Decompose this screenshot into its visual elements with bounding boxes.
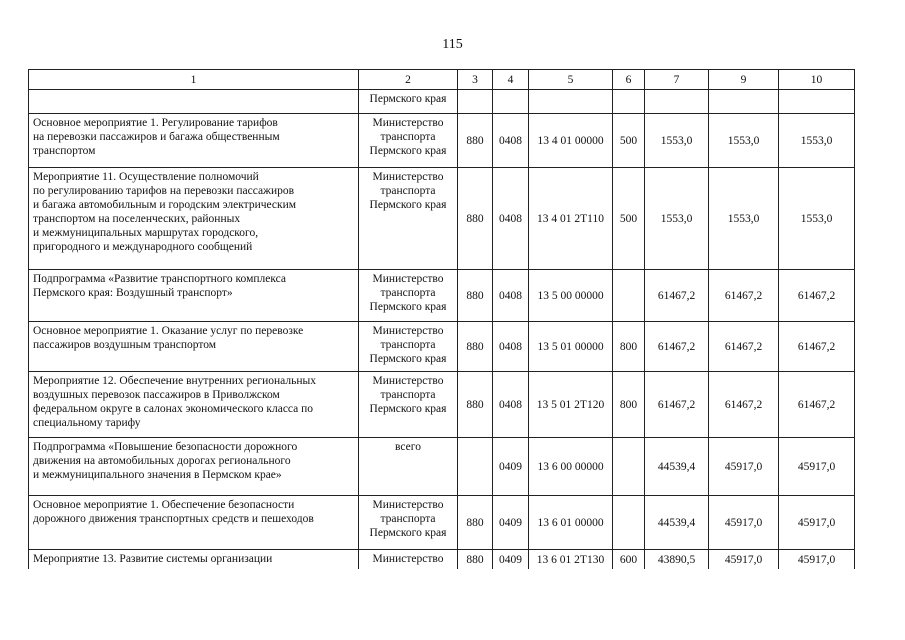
row-value	[493, 90, 529, 114]
row-value: 61467,2	[645, 372, 709, 438]
table-row	[29, 550, 855, 570]
row-value	[613, 90, 645, 114]
row-value	[529, 90, 613, 114]
page-number: 115	[442, 37, 463, 52]
header-row	[29, 70, 855, 90]
row-value: 44539,4	[645, 496, 709, 550]
row-value: 1553,0	[645, 114, 709, 168]
table-row	[29, 270, 855, 322]
row-value: 800	[613, 322, 645, 372]
row-value	[613, 438, 645, 496]
row-value: 0408	[493, 372, 529, 438]
row-value	[645, 90, 709, 114]
row-value: 0409	[493, 496, 529, 550]
row-value: 13 5 01 00000	[529, 322, 613, 372]
row-value: 13 6 01 2Т130	[529, 550, 613, 570]
row-value: 0408	[493, 168, 529, 270]
column-header: 5	[529, 70, 613, 90]
row-value: 13 6 01 00000	[529, 496, 613, 550]
row-value: 800	[613, 372, 645, 438]
column-header: 1	[29, 70, 359, 90]
row-executor: Министерство	[359, 550, 458, 570]
row-value: 13 4 01 00000	[529, 114, 613, 168]
row-value: 61467,2	[779, 372, 855, 438]
row-name: Мероприятие 11. Осуществление полномочий по регулированию тарифов на перевозки пассажиров и багажа автомобильным и городским электрическим транспортом на поселенческих, районных и межмуниципальных маршрутах городского, пригородного и международного сообщений	[29, 168, 359, 270]
row-name: Мероприятие 13. Развитие системы организации	[29, 550, 359, 570]
row-value: 1553,0	[709, 168, 779, 270]
row-value: 0409	[493, 550, 529, 570]
row-value: 1553,0	[779, 114, 855, 168]
column-header: 2	[359, 70, 458, 90]
row-value: 0408	[493, 270, 529, 322]
row-value	[613, 496, 645, 550]
row-value: 45917,0	[709, 550, 779, 570]
row-executor: Министерство транспорта Пермского края	[359, 114, 458, 168]
table-row	[29, 496, 855, 550]
row-executor: Министерство транспорта Пермского края	[359, 322, 458, 372]
row-value: 880	[458, 322, 493, 372]
row-value	[709, 90, 779, 114]
row-value: 1553,0	[709, 114, 779, 168]
row-value	[779, 90, 855, 114]
row-name: Основное мероприятие 1. Регулирование тарифов на перевозки пассажиров и багажа общественным транспортом	[29, 114, 359, 168]
row-value: 880	[458, 372, 493, 438]
row-name: Мероприятие 12. Обеспечение внутренних региональных воздушных перевозок пассажиров в Приволжском федеральном округе в салонах экономического класса по специальному тарифу	[29, 372, 359, 438]
table-row	[29, 322, 855, 372]
row-value: 13 6 00 00000	[529, 438, 613, 496]
table-row	[29, 168, 855, 270]
row-value: 1553,0	[779, 168, 855, 270]
row-value: 880	[458, 114, 493, 168]
column-header: 3	[458, 70, 493, 90]
row-value: 61467,2	[645, 270, 709, 322]
row-value: 880	[458, 168, 493, 270]
row-value: 61467,2	[779, 322, 855, 372]
row-value: 880	[458, 496, 493, 550]
table-row	[29, 114, 855, 168]
row-executor: Министерство транспорта Пермского края	[359, 372, 458, 438]
row-name: Подпрограмма «Развитие транспортного комплекса Пермского края: Воздушный транспорт»	[29, 270, 359, 322]
table-row	[29, 372, 855, 438]
row-value	[458, 438, 493, 496]
row-value: 0409	[493, 438, 529, 496]
row-value: 880	[458, 270, 493, 322]
row-executor: Министерство транспорта Пермского края	[359, 168, 458, 270]
row-value	[458, 90, 493, 114]
row-value: 880	[458, 550, 493, 570]
row-executor: всего	[359, 438, 458, 496]
row-value: 61467,2	[645, 322, 709, 372]
row-value: 61467,2	[779, 270, 855, 322]
row-name: Основное мероприятие 1. Оказание услуг по перевозке пассажиров воздушным транспортом	[29, 322, 359, 372]
row-value: 13 4 01 2Т110	[529, 168, 613, 270]
row-value: 45917,0	[779, 496, 855, 550]
row-value: 500	[613, 168, 645, 270]
budget-table	[28, 69, 855, 569]
row-value: 600	[613, 550, 645, 570]
row-executor: Пермского края	[359, 90, 458, 114]
row-value: 13 5 01 2Т120	[529, 372, 613, 438]
row-value: 0408	[493, 114, 529, 168]
column-header: 10	[779, 70, 855, 90]
row-value: 500	[613, 114, 645, 168]
row-executor: Министерство транспорта Пермского края	[359, 270, 458, 322]
row-value: 13 5 00 00000	[529, 270, 613, 322]
row-value: 1553,0	[645, 168, 709, 270]
row-name	[29, 90, 359, 114]
row-value: 0408	[493, 322, 529, 372]
column-header: 9	[709, 70, 779, 90]
row-value: 61467,2	[709, 372, 779, 438]
row-value: 61467,2	[709, 270, 779, 322]
table-row	[29, 438, 855, 496]
row-value: 43890,5	[645, 550, 709, 570]
row-executor: Министерство транспорта Пермского края	[359, 496, 458, 550]
row-value	[613, 270, 645, 322]
row-value: 45917,0	[779, 438, 855, 496]
table-row	[29, 90, 855, 114]
row-value: 45917,0	[779, 550, 855, 570]
row-value: 45917,0	[709, 438, 779, 496]
row-name: Основное мероприятие 1. Обеспечение безопасности дорожного движения транспортных средств и пешеходов	[29, 496, 359, 550]
column-header: 7	[645, 70, 709, 90]
column-header: 4	[493, 70, 529, 90]
row-value: 45917,0	[709, 496, 779, 550]
row-value: 61467,2	[709, 322, 779, 372]
row-name: Подпрограмма «Повышение безопасности дорожного движения на автомобильных дорогах регионального и межмуниципального значения в Пермском крае»	[29, 438, 359, 496]
column-header: 6	[613, 70, 645, 90]
row-value: 44539,4	[645, 438, 709, 496]
